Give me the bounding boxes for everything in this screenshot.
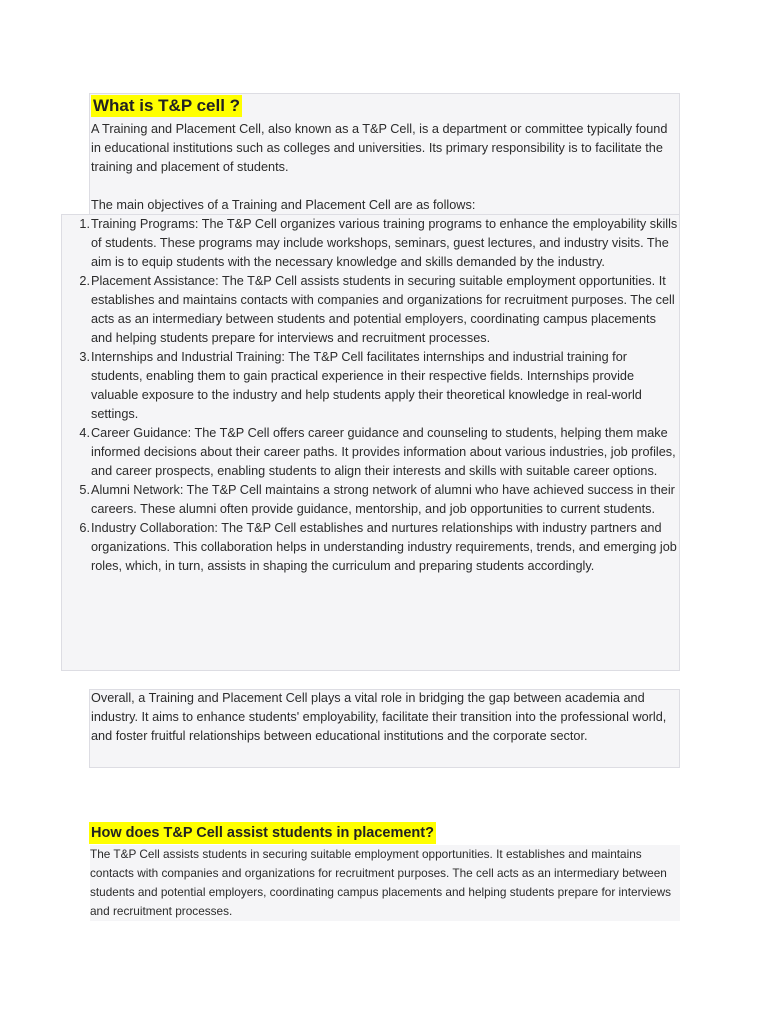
list-item (61, 272, 678, 348)
list-text: Placement Assistance: The T&P Cell assists students in securing suitable employment opportunities. It establishes and maintains contacts with companies and organizations for recruitment purposes. The cell acts as an intermediary between students and potential employers, coordinating campus placements and helping students prepare for interviews and recruitment processes. (91, 274, 675, 345)
list-number: 6. (79, 521, 90, 535)
answer-paragraph: The T&P Cell assists students in securing suitable employment opportunities. It establishes and maintains contacts with companies and organizations for recruitment purposes. The cell acts as an intermediary between students and potential employers, coordinating campus placements and helping students prepare for interviews and recruitment processes. (90, 845, 680, 921)
list-number: 5. (79, 483, 90, 497)
list-text: Industry Collaboration: The T&P Cell establishes and nurtures relationships with industry partners and organizations. This collaboration helps in understanding industry requirements, trends, and emerging job roles, which, in turn, assists in shaping the curriculum and preparing students accordingly. (91, 521, 677, 573)
list-item (61, 424, 678, 481)
list-text: Career Guidance: The T&P Cell offers career guidance and counseling to students, helping them make informed decisions about their career paths. It provides information about various industries, job profiles, and career prospects, enabling students to align their interests and skills with suitable career options. (91, 426, 676, 478)
intro-paragraph: A Training and Placement Cell, also known as a T&P Cell, is a department or committee typically found in educational institutions such as colleges and universities. Its primary responsibility is to facilitate the training and placement of students. (91, 122, 668, 174)
list-number: 2. (79, 274, 90, 288)
list-number: 1. (79, 217, 90, 231)
list-text: Training Programs: The T&P Cell organizes various training programs to enhance the employability skills of students. These programs may include workshops, seminars, guest lectures, and industry visits. The aim is to equip students with the necessary knowledge and skills demanded by the industry. (91, 217, 678, 269)
list-item (61, 481, 678, 519)
list-item (61, 519, 678, 576)
list-number: 3. (79, 350, 90, 364)
section-title-what-is: What is T&P cell ? (93, 96, 241, 115)
list-text: Internships and Industrial Training: The T&P Cell facilitates internships and industrial training for students, enabling them to gain practical experience in their respective fields. Internships provide valuable exposure to the industry and help students apply their theoretical knowledge in real-world settings. (91, 350, 642, 421)
overall-paragraph: Overall, a Training and Placement Cell plays a vital role in bridging the gap between academia and industry. It aims to enhance students' employability, facilitate their transition into the professional world, and foster fruitful relationships between educational institutions and the corporate sector. (91, 691, 667, 743)
list-item (61, 348, 678, 424)
objectives-list (61, 215, 678, 576)
section-title-how-assist: How does T&P Cell assist students in placement? (89, 822, 436, 844)
list-text: Alumni Network: The T&P Cell maintains a strong network of alumni who have achieved success in their careers. These alumni often provide guidance, mentorship, and job opportunities to current students. (91, 483, 675, 516)
list-item (61, 215, 678, 272)
list-number: 4. (79, 426, 90, 440)
objectives-intro: The main objectives of a Training and Placement Cell are as follows: (91, 198, 476, 212)
